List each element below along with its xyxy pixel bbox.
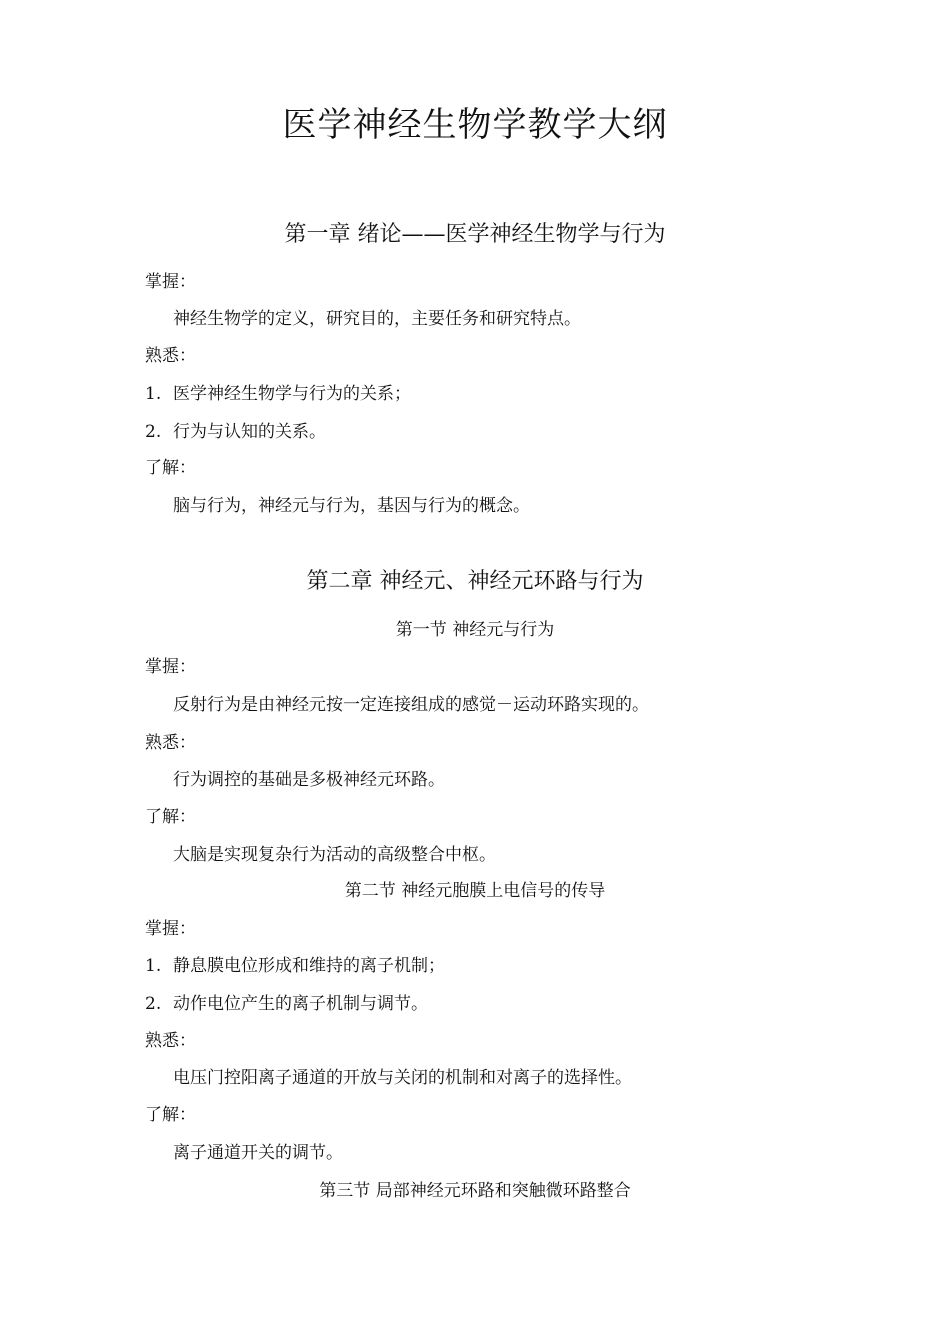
s1-know-text: 大脑是实现复杂行为活动的高级整合中枢。 [173,845,496,865]
ch1-know-text: 脑与行为，神经元与行为，基因与行为的概念。 [173,496,530,516]
section-1-heading: 第一节 神经元与行为 [395,620,555,640]
chapter-1-heading: 第一章 绪论——医学神经生物学与行为 [284,222,666,247]
ch1-know-label: 了解： [145,458,196,478]
s1-master-label: 掌握： [145,657,196,677]
s2-master-item [145,958,445,975]
ch1-familiar-item [145,424,326,441]
list-number: 2. [145,422,162,442]
s1-familiar-label: 熟悉： [145,733,196,753]
ch1-familiar-label: 熟悉： [145,346,196,366]
list-text: 行为与认知的关系。 [173,422,326,442]
s2-know-text: 离子通道开关的调节。 [173,1143,343,1163]
ch1-master-text: 神经生物学的定义，研究目的，主要任务和研究特点。 [173,309,581,329]
ch1-master-label: 掌握： [145,272,196,292]
s2-master-item [145,996,428,1013]
list-text: 静息膜电位形成和维持的离子机制； [173,956,445,976]
s1-know-label: 了解： [145,807,196,827]
chapter-2-heading: 第二章 神经元、神经元环路与行为 [306,569,644,594]
s2-familiar-label: 熟悉： [145,1031,196,1051]
s1-familiar-text: 行为调控的基础是多极神经元环路。 [173,770,445,790]
page-title: 医学神经生物学教学大纲 [282,105,668,145]
s2-know-label: 了解： [145,1105,196,1125]
s2-master-label: 掌握： [145,919,196,939]
list-number: 1. [145,956,162,976]
list-number: 2. [145,994,162,1014]
ch1-familiar-item [145,386,411,403]
s2-familiar-text: 电压门控阳离子通道的开放与关闭的机制和对离子的选择性。 [173,1068,632,1088]
section-3-heading: 第三节 局部神经元环路和突触微环路整合 [319,1181,631,1201]
list-text: 动作电位产生的离子机制与调节。 [173,994,428,1014]
list-number: 1. [145,384,162,404]
section-2-heading: 第二节 神经元胞膜上电信号的传导 [344,881,606,901]
list-text: 医学神经生物学与行为的关系； [173,384,411,404]
s1-master-text: 反射行为是由神经元按一定连接组成的感觉－运动环路实现的。 [173,695,649,715]
